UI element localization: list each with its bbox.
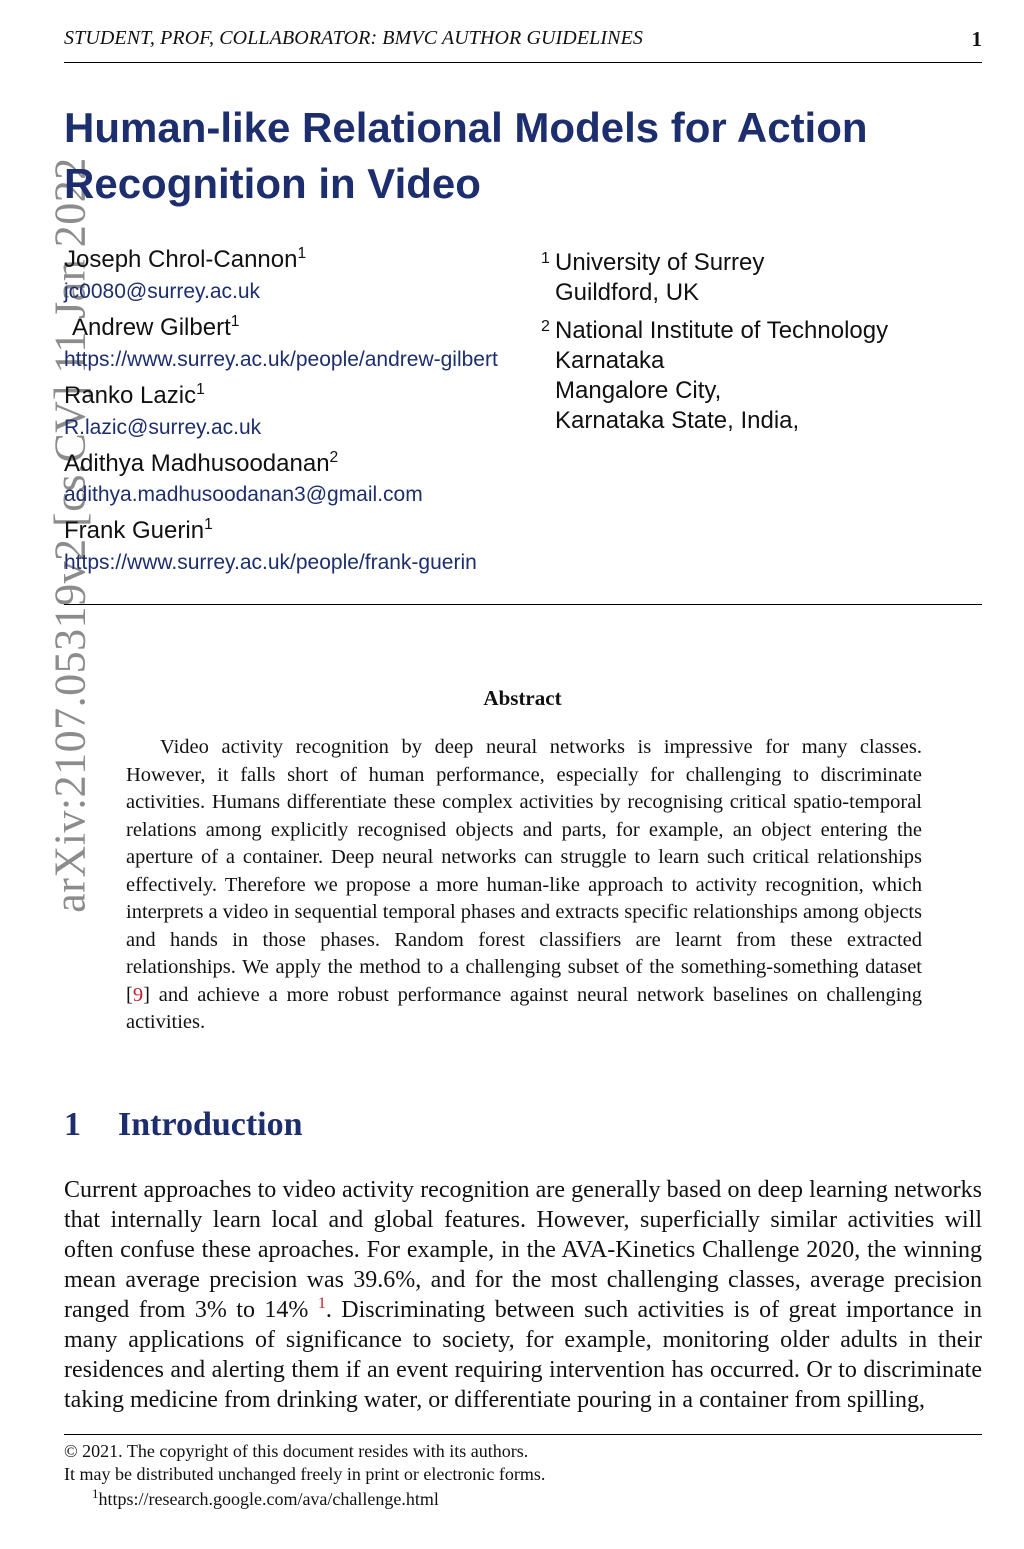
author-name: Joseph Chrol-Cannon$^1$ — [64, 245, 307, 273]
citation-link[interactable]: 9 — [132, 983, 144, 1006]
arxiv-watermark: arXiv:2107.05319v2 [cs.CV] 11 Jan 2022 — [45, 157, 95, 913]
author-homepage[interactable]: https://www.surrey.ac.uk/people/frank-guerin — [64, 551, 477, 574]
copyright-notice: © 2021. The copyright of this document resides with its authors. — [64, 1441, 529, 1461]
footnote-mark: 1 — [92, 1486, 99, 1501]
author-name: Adithya Madhusoodanan$^2$ — [64, 449, 339, 477]
footnote-url[interactable]: https://research.google.com/ava/challenge.html — [98, 1489, 439, 1509]
distribution-notice: It may be distributed unchanged freely in print or electronic forms. — [64, 1464, 546, 1484]
page-number: 1 — [971, 27, 982, 51]
author-email[interactable]: adithya.madhusoodanan3@gmail.com — [64, 483, 423, 506]
paper-title: Human-like Relational Models for Action Recognition in Video — [64, 104, 868, 207]
author-email[interactable]: R.lazic@surrey.ac.uk — [64, 416, 262, 439]
section-title: Introduction — [118, 1106, 303, 1143]
running-head: STUDENT, PROF, COLLABORATOR: BMVC AUTHOR GUIDELINES — [64, 27, 644, 49]
author-rule — [64, 604, 982, 605]
footnote — [92, 1486, 439, 1510]
abstract-heading: Abstract — [483, 686, 562, 710]
author-name: Andrew Gilbert$^1$ — [72, 313, 240, 341]
footnote-link[interactable]: 1 — [317, 1295, 326, 1312]
affiliation-2: 2 National Institute of Technology Karnataka Mangalore City, Karnataka State, India, — [541, 317, 889, 434]
footer-rule — [64, 1434, 982, 1435]
section-number: 1 — [64, 1106, 81, 1143]
author-email[interactable]: jc0080@surrey.ac.uk — [64, 280, 261, 303]
header-rule — [64, 62, 982, 63]
abstract-text: Video activity recognition by deep neural networks is impressive for many classes. However, it falls short of human performance, especially for challenging to discriminate activities. Humans differentiate these complex activities by recognising critical spatio-temporal relations among explicitly recognised objects and parts, for example, an object entering the aperture of a container. Deep neural networks can struggle to learn such critical relationships effectively. Therefore we propose a more human-like approach to activity recognition, which interprets a video in sequential temporal phases and extracts specific relationships among objects and hands in those phases. Random forest classifiers are learnt from these extracted relationships. We apply the method to a challenging subset of the something-something dataset [9] and achieve a more robust performance against neural network baselines on challenging activities. — [126, 736, 922, 1033]
affiliation-1: 1 University of Surrey Guildford, UK — [541, 249, 765, 306]
author-name: Ranko Lazic$^1$ — [64, 381, 205, 409]
author-name: Frank Guerin$^1$ — [64, 516, 213, 544]
introduction-text: Current approaches to video activity recognition are generally based on deep learning networks that internally learn local and global features. However, superficially similar activities will often confuse these aproaches. For example, in the AVA-Kinetics Challenge 2020, the winning mean average precision was 39.6%, and for the most challenging classes, average precision ranged from 3% to 14% $^1$. Discriminating between such activities is of great importance in many applications of significance to society, for example, monitoring older adults in their residences and alerting them if an event requiring intervention has occurred. Or to discriminate taking medicine from drinking water, or differentiate pouring in a container from spilling, — [64, 1177, 982, 1413]
author-homepage[interactable]: https://www.surrey.ac.uk/people/andrew-gilbert — [64, 348, 498, 371]
